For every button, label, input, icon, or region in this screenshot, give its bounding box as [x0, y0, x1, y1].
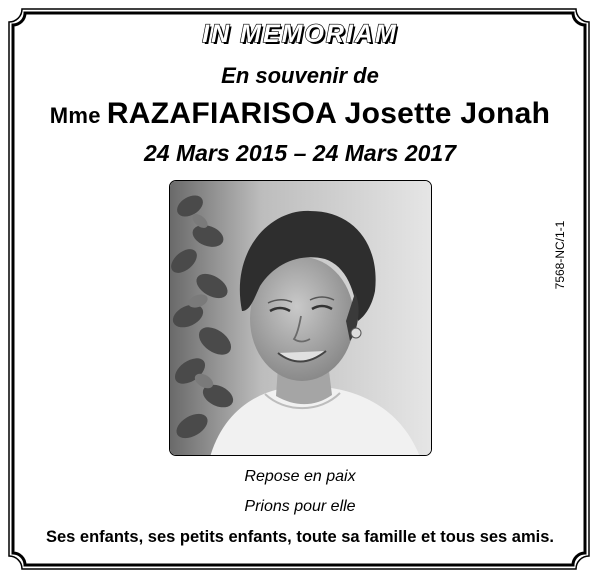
- deceased-name: [0, 97, 600, 131]
- reference-code: 7568-NC/1-1: [553, 220, 567, 290]
- name-text: RAZAFIARISOA Josette Jonah: [106, 97, 551, 130]
- memorial-dates: 24 Mars 2015 – 24 Mars 2017: [143, 140, 457, 166]
- souvenir-line: En souvenir de: [221, 63, 379, 88]
- portrait-photo: [169, 180, 432, 456]
- family-signature: Ses enfants, ses petits enfants, toute sa famille et tous ses amis.: [45, 528, 554, 546]
- portrait-image: [170, 181, 432, 456]
- name-prefix: Mme: [49, 103, 101, 128]
- repose-en-paix-text: Repose en paix: [244, 468, 356, 485]
- in-memoriam-heading: IN MEMORIAM: [202, 20, 398, 48]
- prions-pour-elle-text: Prions pour elle: [244, 498, 356, 515]
